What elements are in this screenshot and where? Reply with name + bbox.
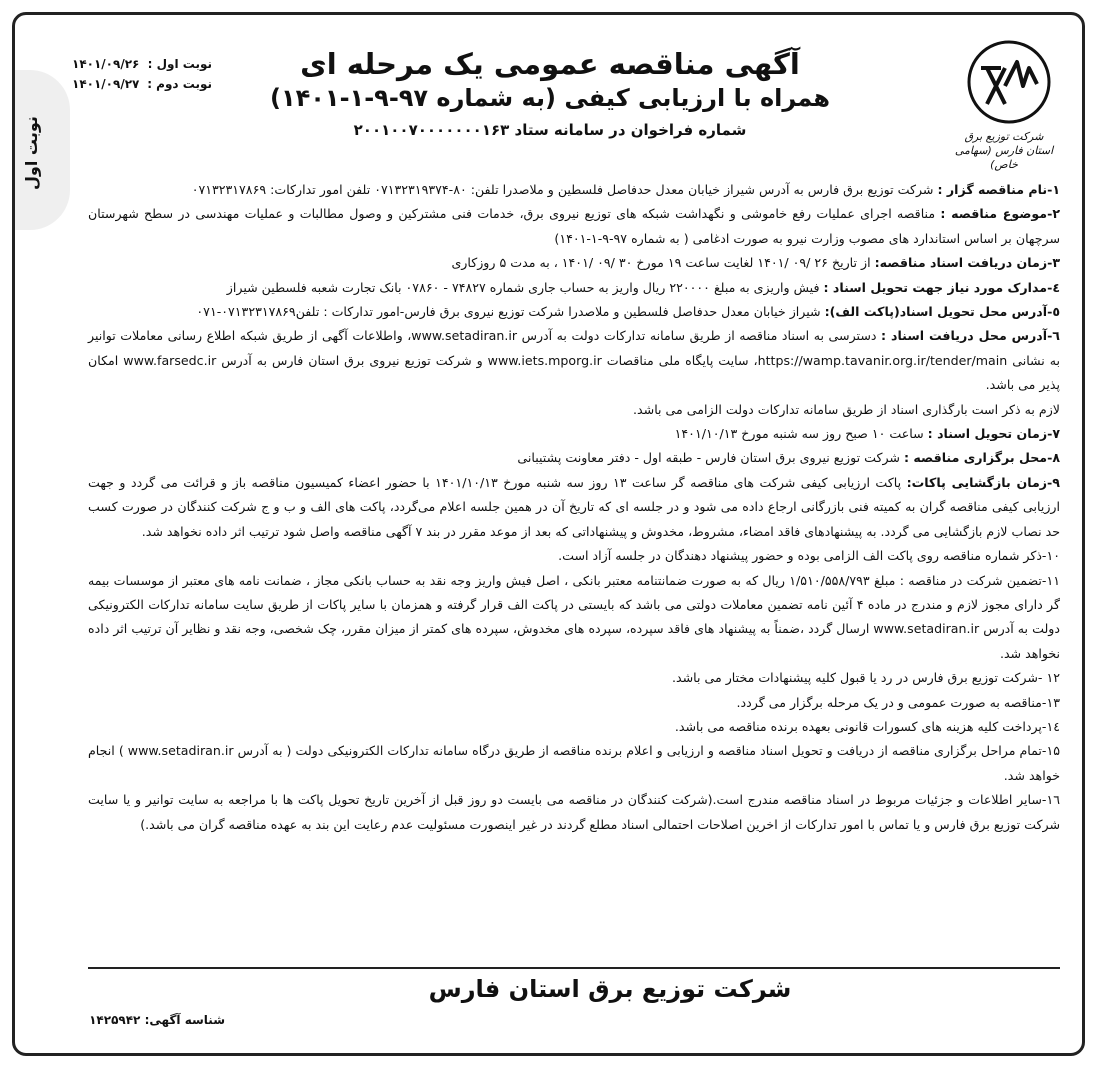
footer-divider [88, 967, 1060, 969]
notice-item [88, 666, 1060, 690]
notice-item-text: از تاریخ ۲۶ /۰۹ /۱۴۰۱ لغایت ساعت ۱۹ مورخ ۳۰ /۰۹ /۱۴۰۱ ، به مدت ۵ روزکاری [451, 255, 871, 271]
company-logo-icon [965, 38, 1053, 126]
notice-item [88, 202, 1060, 251]
notice-item-text: ۱۱-تضمین شرکت در مناقصه : مبلغ ۱/۵۱۰/۵۵۸/۷۹۳ ریال که به صورت ضمانتنامه معتبر بانکی ، اصل فیش واریز وجه نقد به حساب بانکی مجاز ، ضمانت نامه های معتبر از موسسات بیمه گر دارای مجوز لازم و مندرج در ماده ۴ آئین نامه تضمین معاملات دولتی می باشد که بایستی در پاکت الف قرار گرفته و همزمان با سایر پاکات از طریق سایت سامانه تدارکات الکترونیکی دولت به آدرس www.setadiran.ir ارسال گردد ،ضمناً به پیشنهاد های فاقد سپرده، سپرده های مخدوش، سپرده های کمتر از میزان مقرر، چک شخصی، وجه نقد و نظایر آن ترتیب اثر داده نخواهد شد. [88, 572, 1060, 661]
notice-item [88, 422, 1060, 446]
notice-item-label: ٥-آدرس محل تحویل اسناد(پاکت الف): [824, 304, 1060, 320]
notice-item-label: ۳-زمان دریافت اسناد مناقصه: [874, 255, 1060, 271]
notice-item-text: شرکت توزیع برق فارس به آدرس شیراز خیابان معدل حدفاصل فلسطین و ملاصدرا تلفن: ۸۰-۰۷۱۳۲۳۱۹۳۷۴ تلفن امور تدارکات: ۰۷۱۳۲۳۱۷۸۶۹ [191, 182, 934, 197]
notice-item-label: ۱-نام مناقصه گزار : [937, 182, 1060, 197]
notice-item-text: ۱۳-مناقصه به صورت عمومی و در یک مرحله برگزار می گردد. [736, 694, 1060, 710]
notice-item-label: ۲-موضوع مناقصه : [940, 206, 1060, 222]
logo-caption-line2: استان فارس (سهامی خاص) [954, 144, 1054, 171]
main-title: آگهی مناقصه عمومی یک مرحله ای [300, 47, 800, 81]
notice-item [88, 544, 1060, 568]
notice-item-label: ۸-محل برگزاری مناقصه : [903, 450, 1060, 466]
notice-item-text: لازم به ذکر است بارگذاری اسناد از طریق سامانه تدارکات دولت الزامی می باشد. [633, 401, 1060, 417]
notice-item-text: شرکت توزیع نیروی برق استان فارس - طبقه اول - دفتر معاونت پشتیبانی [517, 450, 900, 466]
notice-item-text: ۱۵-تمام مراحل برگزاری مناقصه از دریافت و تحویل اسناد مناقصه و ارزیابی و اعلام برنده مناقصه از طریق درگاه سامانه تدارکات الکترونیکی دولت ( به آدرس www.setadiran.ir ) انجام خواهد شد. [88, 743, 1060, 783]
first-turn-date: ۱۴۰۱/۰۹/۲۶ [72, 57, 140, 71]
notice-item-label: ٤-مدارک مورد نیاز جهت تحویل اسناد : [823, 279, 1060, 295]
notice-item-text: ۱۲ -شرکت توزیع برق فارس در رد یا قبول کلیه پیشنهادات مختار می باشد. [671, 670, 1060, 686]
notice-item-text: ۱٦-سایر اطلاعات و جزئیات مربوط در اسناد مناقصه مندرج است.(شرکت کنندگان در مناقصه می بایست دو روز قبل از آخرین تاریخ تحویل پاکت ها با مراجعه به سایت توانیر و یا سایت شرکت توزیع برق فارس و یا تماس با امور تدارکات از اخرین اصلاحات احتمالی اسناد مطلع گردند در غیر اینصورت مسئولیت عدم رعایت این بند به عهده مناقصه گران می باشد.) [88, 792, 1060, 832]
notice-item [88, 446, 1060, 470]
notice-item-text: فیش واریزی به مبلغ ۲۲۰۰۰۰ ریال واریز به حساب جاری شماره ۷۴۸۲۷ - ۰۷۸۶۰ بانک تجارت شعبه فلسطین شیراز [226, 279, 820, 295]
notice-item [88, 276, 1060, 300]
notice-item-text: دسترسی به اسناد مناقصه از طریق سامانه تدارکات دولت به آدرس www.setadiran.ir، واطلاعات آگهی از طریق شبکه اطلاع رسانی معاملات توانیر به نشانی https://wamp.tavanir.org.ir/tender/main، سایت پایگاه ملی مناقصات www.iets.mporg.ir و شرکت توزیع نیروی برق استان فارس به آدرس www.farsedc.ir امکان پذیر می باشد. [88, 328, 1061, 393]
notice-item-text: ۱۰-ذکر شماره مناقصه روی پاکت الف الزامی بوده و حضور پیشنهاد دهندگان در جلسه آزاد است. [558, 548, 1060, 564]
notice-item [88, 691, 1060, 715]
first-turn-label: نوبت اول : [147, 57, 212, 71]
sub-title: همراه با ارزیابی کیفی (به شماره ۹۷-۹-۱-۱۴۰۱) [270, 84, 830, 112]
notice-item [88, 398, 1060, 422]
notice-item [88, 324, 1060, 397]
logo-caption-line1: شرکت توزیع برق [964, 130, 1044, 143]
notice-item [88, 569, 1060, 667]
ad-id-label: شناسه آگهی: [144, 1013, 225, 1027]
notice-item [88, 471, 1060, 544]
notice-item-text: مناقصه اجرای عملیات رفع خاموشی و نگهداشت شبکه های توزیع نیروی برق، خدمات فنی مشترکین و وصول مطالبات و عملیات مهندسی در سطح شهرستان سرچهان بر اساس استاندارد های مصوب وزارت نیرو به صورت ادغامی ( به شماره ۹۷-۹-۱-۱۴۰۱) [88, 206, 1060, 246]
notice-item-label: ۷-زمان تحویل اسناد : [927, 426, 1060, 442]
notice-item [88, 178, 1060, 202]
publish-dates [72, 54, 212, 94]
notice-item [88, 715, 1060, 739]
second-turn-row [72, 74, 212, 94]
call-number: شماره فراخوان در سامانه ستاد ۲۰۰۱۰۰۷۰۰۰۰۰۰۰۱۶۳ [353, 121, 747, 139]
ad-id [55, 1013, 225, 1027]
notice-item [88, 788, 1060, 837]
second-turn-date: ۱۴۰۱/۰۹/۲۷ [72, 77, 140, 91]
logo-caption [940, 130, 1068, 172]
notice-item [88, 251, 1060, 275]
notice-item-text: ساعت ۱۰ صبح روز سه شنبه مورخ ۱۴۰۱/۱۰/۱۳ [674, 426, 924, 442]
notice-item [88, 300, 1060, 324]
first-turn-row [72, 54, 212, 74]
second-turn-label: نوبت دوم : [147, 77, 212, 91]
title-block [250, 46, 850, 142]
notice-item-text: شیراز خیابان معدل حدفاصل فلسطین و ملاصدرا شرکت توزیع نیروی برق فارس-امور تدارکات : تلفن۰۷۱۳۲۳۱۷۸۶۹-۰۷۱ [196, 304, 821, 320]
footer-company: شرکت توزیع برق استان فارس [428, 975, 792, 1003]
notice-body [88, 178, 1060, 837]
notice-item-text: پاکت ارزیابی کیفی شرکت های مناقصه گر ساعت ۱۳ روز سه شنبه مورخ ۱۴۰۱/۱۰/۱۳ با حضور اعضاء کمیسیون مناقصه باز و قرائت می گردد و جهت ارزیابی کیفی مناقصه گران به کمیته فنی بازرگانی ارجاع داده می شود و در جلسه ای که تاریخ آن در همین جلسه اعلام می‌گردد، پاکت های الف و ب و ج شرکت کنندگان در صورت کسب حد نصاب لازم بازگشایی می گردد. به پیشنهادهای فاقد امضاء، مشروط، مخدوش و پیشنهاداتی که بعد از موعد مقرر در بند ۷ آگهی مناقصه واصل شود ترتیب اثر داده نخواهد شد. [88, 474, 1060, 539]
notice-item-label: ۹-زمان بازگشایی پاکات: [906, 474, 1060, 490]
notice-item-label: ٦-آدرس محل دریافت اسناد : [881, 328, 1060, 344]
ad-id-value: ۱۴۲۵۹۴۲ [89, 1013, 141, 1027]
notice-item-text: ۱٤-پرداخت کلیه هزینه های کسورات قانونی بعهده برنده مناقصه می باشد. [674, 718, 1060, 734]
side-tab-label: نوبت اول [22, 116, 41, 190]
notice-item [88, 739, 1060, 788]
